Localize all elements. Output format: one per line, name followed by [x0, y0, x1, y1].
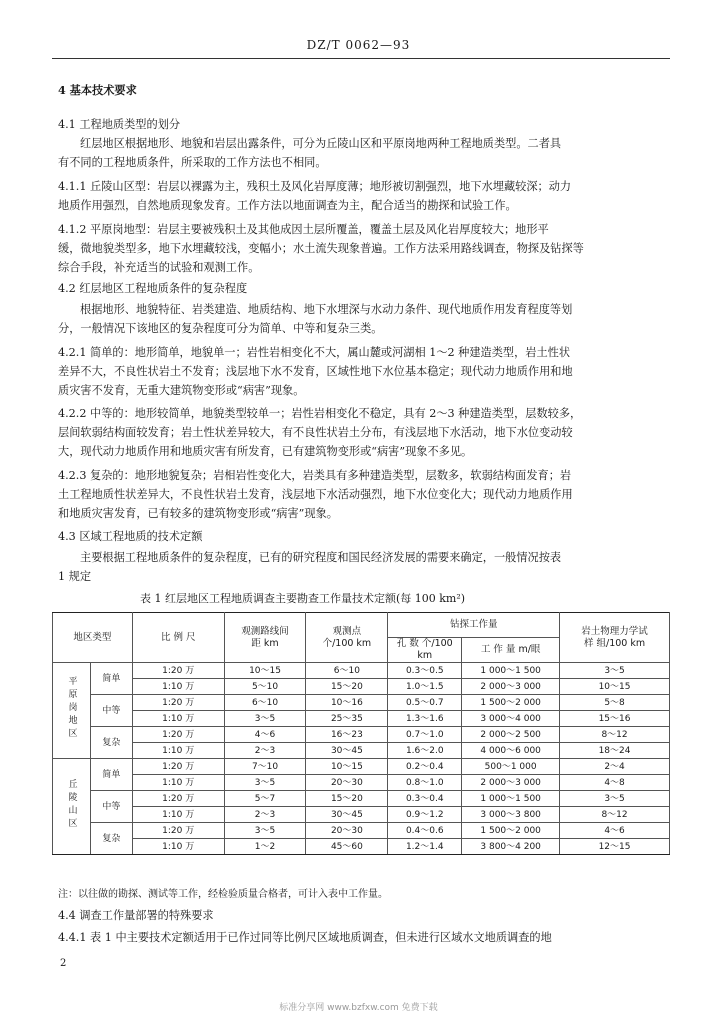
paragraph-line: 1 规定 — [58, 570, 92, 583]
cell-m: 2 000～3 000 — [462, 775, 560, 791]
cell-scale: 1:20 万 — [132, 663, 224, 679]
table-title: 表 1 红层地区工程地质调查主要勘查工作量技术定额(每 100 km²) — [140, 592, 466, 605]
cell-holes: 0.3～0.4 — [388, 791, 462, 807]
complexity-cell: 中等 — [90, 695, 132, 727]
cell-route: 10～15 — [224, 663, 306, 679]
watermark-footer: 标准分享网 www.bzfxw.com 免费下载 — [279, 1003, 438, 1013]
cell-m: 2 000～2 500 — [462, 727, 560, 743]
cell-pts: 15～20 — [306, 679, 388, 695]
paragraph-line: 4.4.1 表 1 中主要技术定额适用于已作过同等比例尺区域地质调查，但未进行区域水文地质调查的地 — [58, 931, 552, 944]
cell-s: 4～8 — [560, 775, 670, 791]
cell-scale: 1:10 万 — [132, 807, 224, 823]
cell-pts: 30～45 — [306, 743, 388, 759]
table-row — [53, 791, 670, 807]
paragraph-line: 4.2.3 复杂的：地形地貌复杂；岩相岩性变化大，岩类具有多种建造类型，层数多，软弱结构面发育；岩 — [58, 469, 572, 482]
header-samples: 岩土物理力学试样 组/100 km — [560, 613, 670, 663]
region-group-cell — [53, 663, 91, 759]
paragraph-line: 红层地区根据地形、地貌和岩层出露条件，可分为丘陵山区和平原岗地两种工程地质类型。二者具 — [80, 137, 562, 150]
cell-scale: 1:10 万 — [132, 743, 224, 759]
cell-m: 4 000～6 000 — [462, 743, 560, 759]
cell-pts: 16～23 — [306, 727, 388, 743]
cell-pts: 20～30 — [306, 823, 388, 839]
cell-holes: 0.4～0.6 — [388, 823, 462, 839]
cell-pts: 20～30 — [306, 775, 388, 791]
cell-holes: 1.3～1.6 — [388, 711, 462, 727]
paragraph-line: 差异不大，不良性状岩土不发育；浅层地下水不发育，区域性地下水位基本稳定；现代动力地质作用和地 — [58, 365, 573, 378]
paragraph-line: 土工程地质性状差异大，不良性状岩土发育，浅层地下水活动强烈，地下水位变化大；现代动力地质作用 — [58, 488, 573, 501]
cell-pts: 30～45 — [306, 807, 388, 823]
page-header: DZ/T 0062—93 — [306, 38, 411, 52]
cell-s: 8～12 — [560, 727, 670, 743]
cell-pts: 25～35 — [306, 711, 388, 727]
cell-s: 3～5 — [560, 791, 670, 807]
section-4-2-heading: 4.2 红层地区工程地质条件的复杂程度 — [58, 282, 248, 295]
cell-scale: 1:10 万 — [132, 679, 224, 695]
table-row — [53, 695, 670, 711]
cell-holes: 0.7～1.0 — [388, 727, 462, 743]
header-scale: 比 例 尺 — [132, 613, 224, 663]
header-meters: 工 作 量 m/眼 — [462, 638, 560, 663]
cell-pts: 45～60 — [306, 839, 388, 855]
paragraph-line: 地质作用强烈，自然地质现象发育。工作方法以地面调查为主，配合适当的勘探和试验工作。 — [58, 199, 517, 212]
cell-route: 6～10 — [224, 695, 306, 711]
table-row — [53, 663, 670, 679]
cell-m: 2 000～3 000 — [462, 679, 560, 695]
paragraph-line: 4.2.1 简单的：地形简单，地貌单一；岩性岩相变化不大，属山麓或河湖相 1～2 种建造类型，岩土性状 — [58, 346, 571, 359]
cell-pts: 15～20 — [306, 791, 388, 807]
header-observation-points: 观测点 个/100 km — [306, 613, 388, 663]
paragraph-line: 综合手段，补充适当的试验和观测工作。 — [58, 261, 260, 274]
cell-route: 5～10 — [224, 679, 306, 695]
cell-scale: 1:20 万 — [132, 727, 224, 743]
cell-m: 3 000～4 000 — [462, 711, 560, 727]
cell-route: 3～5 — [224, 823, 306, 839]
cell-scale: 1:20 万 — [132, 759, 224, 775]
cell-s: 15～16 — [560, 711, 670, 727]
cell-holes: 1.0～1.5 — [388, 679, 462, 695]
cell-m: 1 000～1 500 — [462, 791, 560, 807]
cell-pts: 10～15 — [306, 759, 388, 775]
complexity-cell: 中等 — [90, 791, 132, 823]
cell-holes: 0.3～0.5 — [388, 663, 462, 679]
table-row — [53, 727, 670, 743]
table-row — [53, 807, 670, 823]
cell-m: 1 000～1 500 — [462, 663, 560, 679]
paragraph-line: 4.1.2 平原岗地型：岩层主要被残积土及其他成因土层所覆盖，覆盖土层及风化岩厚度较大；地形平 — [58, 223, 549, 236]
table-row — [53, 743, 670, 759]
paragraph-line: 根据地形、地貌特征、岩类建造、地质结构、地下水埋深与水动力条件、现代地质作用发育程度等划 — [80, 303, 573, 316]
paragraph-line: 分，一般情况下该地区的复杂程度可分为简单、中等和复杂三类。 — [58, 322, 383, 335]
table-row — [53, 775, 670, 791]
complexity-cell: 复杂 — [90, 727, 132, 759]
cell-route: 3～5 — [224, 711, 306, 727]
table-row — [53, 711, 670, 727]
cell-holes: 0.8～1.0 — [388, 775, 462, 791]
cell-pts: 10～16 — [306, 695, 388, 711]
complexity-cell: 简单 — [90, 759, 132, 791]
section-4-heading: 4 基本技术要求 — [58, 83, 137, 97]
cell-scale: 1:10 万 — [132, 775, 224, 791]
region-group-label: 平原岗地区 — [66, 676, 77, 741]
cell-route: 2～3 — [224, 743, 306, 759]
paragraph-line: 有不同的工程地质条件，所采取的工作方法也不相同。 — [58, 156, 327, 169]
table-row — [53, 759, 670, 775]
paragraph-line: 大，现代动力地质作用和地质灾害有所发育，已有建筑物变形或“病害”现象不多见。 — [58, 445, 473, 458]
cell-route: 2～3 — [224, 807, 306, 823]
cell-s: 2～4 — [560, 759, 670, 775]
table-row — [53, 679, 670, 695]
cell-s: 5～8 — [560, 695, 670, 711]
cell-m: 3 000～3 800 — [462, 807, 560, 823]
cell-s: 12～15 — [560, 839, 670, 855]
cell-m: 1 500～2 000 — [462, 695, 560, 711]
complexity-cell: 简单 — [90, 663, 132, 695]
quota-table — [52, 612, 670, 855]
cell-m: 500～1 000 — [462, 759, 560, 775]
header-drilling: 钻探工作量 — [388, 613, 560, 638]
header-region-type: 地区类型 — [53, 613, 133, 663]
section-4-1-heading: 4.1 工程地质类型的划分 — [58, 118, 181, 131]
paragraph-line: 缓，微地貌类型多，地下水埋藏较浅，变幅小；水土流失现象普遍。工作方法采用路线调查，物探及钻探等 — [58, 242, 584, 255]
section-4-4-heading: 4.4 调查工作量部署的特殊要求 — [58, 909, 214, 922]
cell-s: 10～15 — [560, 679, 670, 695]
paragraph-line: 层间软弱结构面较发育；岩土性状差异较大，有不良性状岩土分布，有浅层地下水活动，地下水位变动较 — [58, 426, 573, 439]
cell-route: 5～7 — [224, 791, 306, 807]
cell-s: 18～24 — [560, 743, 670, 759]
table-body — [53, 663, 670, 855]
cell-holes: 1.2～1.4 — [388, 839, 462, 855]
header-rule — [52, 58, 670, 59]
cell-m: 3 800～4 200 — [462, 839, 560, 855]
cell-scale: 1:20 万 — [132, 695, 224, 711]
complexity-cell: 复杂 — [90, 823, 132, 855]
cell-route: 7～10 — [224, 759, 306, 775]
page-number: 2 — [60, 958, 67, 969]
cell-s: 8～12 — [560, 807, 670, 823]
cell-scale: 1:20 万 — [132, 791, 224, 807]
cell-route: 4～6 — [224, 727, 306, 743]
cell-holes: 0.5～0.7 — [388, 695, 462, 711]
paragraph-line: 主要根据工程地质条件的复杂程度，已有的研究程度和国民经济发展的需要来确定，一般情况按表 — [80, 551, 562, 564]
cell-route: 3～5 — [224, 775, 306, 791]
cell-route: 1～2 — [224, 839, 306, 855]
cell-s: 3～5 — [560, 663, 670, 679]
paragraph-line: 和地质灾害发育，已有较多的建筑物变形或“病害”现象。 — [58, 507, 338, 520]
region-group-label: 丘陵山区 — [66, 778, 77, 831]
section-4-3-heading: 4.3 区域工程地质的技术定额 — [58, 530, 203, 543]
table-row — [53, 839, 670, 855]
cell-holes: 0.2～0.4 — [388, 759, 462, 775]
header-route-spacing: 观测路线间距 km — [224, 613, 306, 663]
cell-scale: 1:10 万 — [132, 711, 224, 727]
cell-holes: 0.9～1.2 — [388, 807, 462, 823]
paragraph-line: 4.1.1 丘陵山区型：岩层以裸露为主，残积土及风化岩厚度薄；地形被切割强烈，地下水埋藏较深；动力 — [58, 180, 572, 193]
cell-scale: 1:20 万 — [132, 823, 224, 839]
table-row — [53, 823, 670, 839]
cell-scale: 1:10 万 — [132, 839, 224, 855]
paragraph-line: 质灾害不发育，无重大建筑物变形或“病害”现象。 — [58, 384, 305, 397]
table-note: 注：以往做的勘探、测试等工作，经检验质量合格者，可计入表中工作量。 — [58, 889, 388, 900]
cell-pts: 6～10 — [306, 663, 388, 679]
cell-holes: 1.6～2.0 — [388, 743, 462, 759]
paragraph-line: 4.2.2 中等的：地形较简单，地貌类型较单一；岩性岩相变化不稳定，具有 2～3 种建造类型，层数较多， — [58, 407, 582, 420]
header-holes: 孔 数 个/100 km — [388, 638, 462, 663]
cell-s: 4～6 — [560, 823, 670, 839]
cell-m: 1 500～2 000 — [462, 823, 560, 839]
region-group-cell — [53, 759, 91, 855]
